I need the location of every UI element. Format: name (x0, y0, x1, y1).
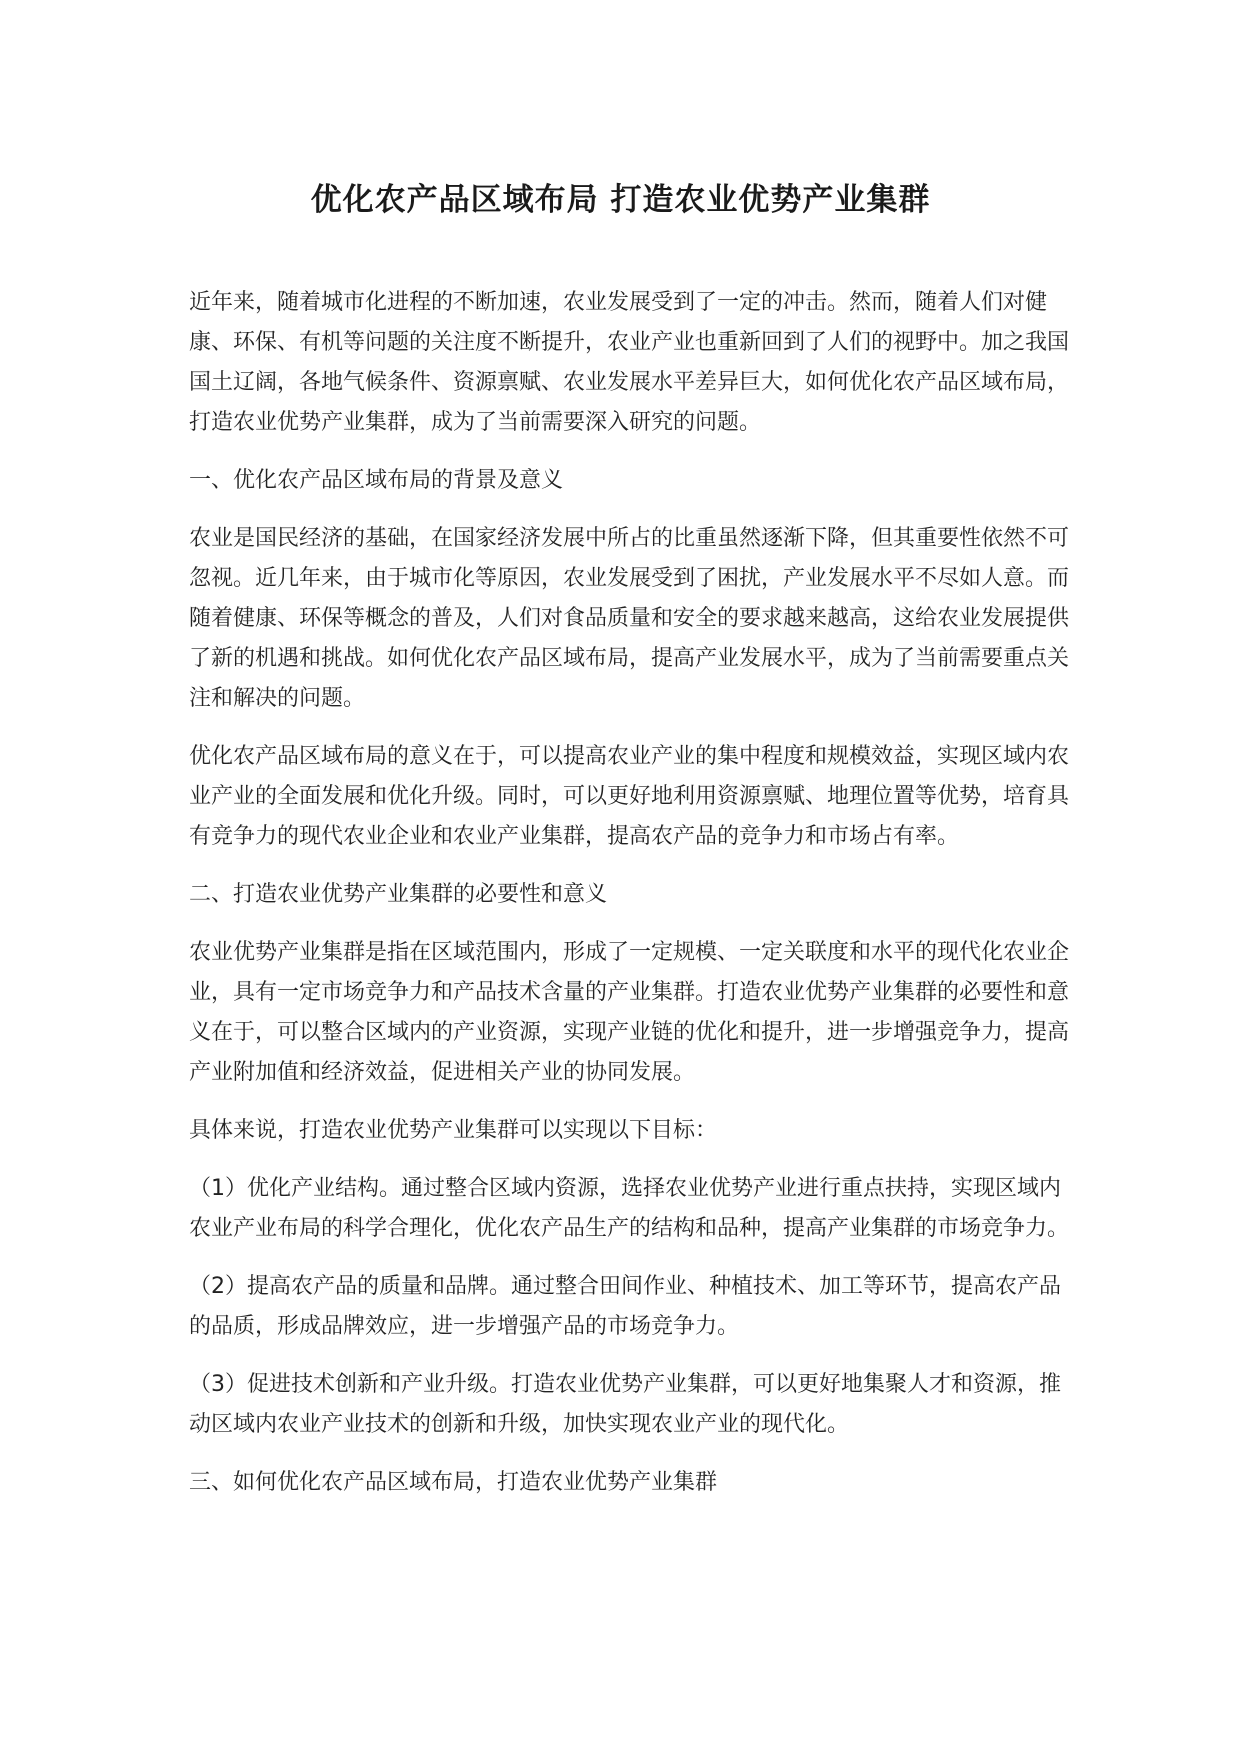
section-2-paragraph-2: 具体来说，打造农业优势产业集群可以实现以下目标： (189, 1118, 718, 1143)
section-heading-1: 一、优化农产品区域布局的背景及意义 (189, 468, 564, 493)
document-body (189, 283, 1081, 1521)
goal-item-2: （2）提高农产品的质量和品牌。通过整合田间作业、种植技术、加工等环节，提高农产品的品质，形成品牌效应，进一步增强产品的市场竞争力。 (189, 1274, 1062, 1339)
goal-item-3: （3）促进技术创新和产业升级。打造农业优势产业集群，可以更好地集聚人才和资源，推动区域内农业产业技术的创新和升级，加快实现农业产业的现代化。 (189, 1372, 1062, 1437)
section-1-paragraph-2: 优化农产品区域布局的意义在于，可以提高农业产业的集中程度和规模效益，实现区域内农业产业的全面发展和优化升级。同时，可以更好地利用资源禀赋、地理位置等优势，培育具有竞争力的现代农业企业和农业产业集群，提高农产品的竞争力和市场占有率。 (189, 744, 1070, 849)
section-2-paragraph-1: 农业优势产业集群是指在区域范围内，形成了一定规模、一定关联度和水平的现代化农业企业，具有一定市场竞争力和产品技术含量的产业集群。打造农业优势产业集群的必要性和意义在于，可以整合区域内的产业资源，实现产业链的优化和提升，进一步增强竞争力，提高产业附加值和经济效益，促进相关产业的协同发展。 (189, 940, 1070, 1085)
document-title: 优化农产品区域布局 打造农业优势产业集群 (310, 182, 931, 218)
section-heading-3: 三、如何优化农产品区域布局，打造农业优势产业集群 (189, 1470, 718, 1495)
section-heading-2: 二、打造农业优势产业集群的必要性和意义 (189, 882, 608, 907)
goal-item-1: （1）优化产业结构。通过整合区域内资源，选择农业优势产业进行重点扶持，实现区域内农业产业布局的科学合理化，优化农产品生产的结构和品种，提高产业集群的市场竞争力。 (189, 1176, 1070, 1241)
section-1-paragraph-1: 农业是国民经济的基础，在国家经济发展中所占的比重虽然逐渐下降，但其重要性依然不可忽视。近几年来，由于城市化等原因，农业发展受到了困扰，产业发展水平不尽如人意。而随着健康、环保等概念的普及，人们对食品质量和安全的要求越来越高，这给农业发展提供了新的机遇和挑战。如何优化农产品区域布局，提高产业发展水平，成为了当前需要重点关注和解决的问题。 (189, 526, 1070, 711)
intro-paragraph: 近年来，随着城市化进程的不断加速，农业发展受到了一定的冲击。然而，随着人们对健康、环保、有机等问题的关注度不断提升，农业产业也重新回到了人们的视野中。加之我国国土辽阔，各地气候条件、资源禀赋、农业发展水平差异巨大，如何优化农产品区域布局，打造农业优势产业集群，成为了当前需要深入研究的问题。 (189, 290, 1070, 435)
